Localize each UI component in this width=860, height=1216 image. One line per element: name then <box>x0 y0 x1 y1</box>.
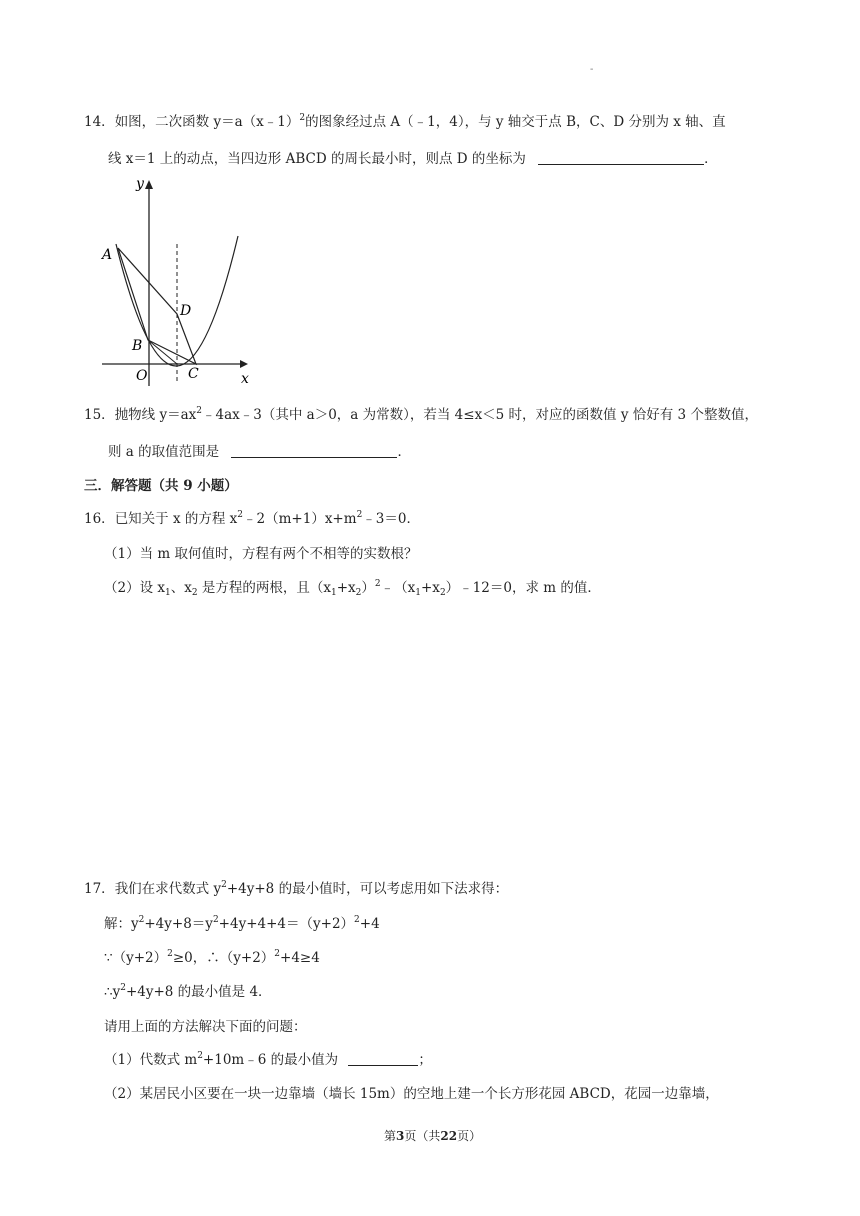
q17-solution-line1 <box>104 912 380 932</box>
footer-text-a: 第 <box>384 1129 397 1143</box>
q15-line1-exp: 2 <box>196 406 203 416</box>
q15-line2-end: ． <box>397 444 411 460</box>
q16-part2-a: （2）设 x <box>104 580 165 596</box>
q16-stem <box>84 507 420 527</box>
q15-answer-blank[interactable] <box>231 443 397 458</box>
label-d: D <box>180 303 192 319</box>
q14-func: y＝a（x﹣1） <box>213 114 300 130</box>
q17-solution-line2 <box>104 946 320 966</box>
footer-text-b: 页（共 <box>404 1129 441 1143</box>
q17-answer-blank[interactable] <box>348 1051 418 1066</box>
q15-line1-b: ﹣4ax﹣3（其中 a＞0，a 为常数），若当 4≤x＜5 时，对应的函数值 y 恰好有 3 个整数值， <box>202 407 758 423</box>
q17-sol2-c: +4≥4 <box>280 950 320 966</box>
q14-line2-text: 线 x＝1 上的动点，当四边形 ABCD 的周长最小时，则点 D 的坐标为 <box>108 151 526 167</box>
q17-p1-e: 2 <box>197 1051 203 1061</box>
q16-part2-g: +x <box>421 580 440 596</box>
q16-part2 <box>104 576 601 596</box>
q17-sol3-b: +4y+8 的最小值是 4． <box>125 984 272 1000</box>
footer-text-c: 页） <box>457 1129 482 1143</box>
q17-number: 17． <box>84 881 115 897</box>
q17-p1-end: ； <box>418 1052 432 1068</box>
q17-sol1-e2: 2 <box>212 915 219 925</box>
q16-part2-s1: 1 <box>165 588 171 598</box>
q15-line2-text: 则 a 的取值范围是 <box>108 444 220 460</box>
q17-intro-a: 我们在求代数式 y <box>114 881 222 897</box>
q14-line2 <box>108 147 718 167</box>
q14-line2-end: ． <box>704 151 718 167</box>
q17-intro-exp: 2 <box>221 880 227 890</box>
q16-part2-e: ） <box>361 580 375 596</box>
q17-sol1-e3: 2 <box>354 915 360 925</box>
q16-part2-d: +x <box>336 580 356 596</box>
q17-sol3-e: 2 <box>120 983 126 993</box>
q15-line1 <box>84 403 758 423</box>
q17-sol1-a: 解：y <box>104 916 139 932</box>
footer-total-pages: 22 <box>440 1129 458 1143</box>
q15-number: 15． <box>84 407 115 423</box>
label-b: B <box>132 338 143 354</box>
label-a: A <box>102 247 113 263</box>
q17-intro <box>84 877 508 897</box>
q17-intro-b: +4y+8 的最小值时，可以考虑用如下法求得： <box>226 881 509 897</box>
q16-stem-exp1: 2 <box>237 510 244 520</box>
q17-sol2-a: ∵（y+2） <box>104 950 168 966</box>
label-x: x <box>241 371 249 387</box>
q16-stem-exp2: 2 <box>356 510 363 520</box>
q16-part2-s6: 2 <box>439 588 446 598</box>
q17-sol1-e1: 2 <box>138 915 145 925</box>
q17-sol2-e1: 2 <box>167 949 173 959</box>
q17-sol2-b: ≥0，∴（y+2） <box>172 950 275 966</box>
q16-number: 16． <box>84 511 115 527</box>
header-mark: - <box>590 64 594 75</box>
q17-sol1-b: +4y+8＝y <box>144 916 213 932</box>
q16-part2-exp: 2 <box>374 579 381 589</box>
x-axis-arrow <box>240 360 248 368</box>
q17-part2: （2）某居民小区要在一块一边靠墙（墙长 15m）的空地上建一个长方形花园 ABCD，花园一边靠墙， <box>104 1086 719 1102</box>
q14-line1-mid: 的图象经过点 A（﹣1，4），与 y 轴交于点 B，C、D 分别为 x 轴、直 <box>305 114 726 130</box>
q16-stem-c: ﹣3＝0． <box>362 511 420 527</box>
q17-sol3-a: ∴y <box>104 984 121 1000</box>
q16-part2-c: 是方程的两根，且（x <box>197 580 331 596</box>
q16-part2-s3: 1 <box>331 588 337 598</box>
q14-answer-blank[interactable] <box>538 150 704 165</box>
q16-part2-s4: 2 <box>355 588 362 598</box>
q17-p1-a: （1）代数式 m <box>104 1052 198 1068</box>
q15-line1-a: 抛物线 y＝ax <box>114 407 197 423</box>
q17-sol2-e2: 2 <box>274 949 281 959</box>
q17-sol1-c: +4y+4+4＝（y+2） <box>218 916 355 932</box>
q14-func-exp: 2 <box>299 113 306 123</box>
q14-figure <box>96 172 266 394</box>
q14-line1-pre: 如图，二次函数 <box>114 114 214 130</box>
q16-part2-f: ﹣（x <box>380 580 416 596</box>
q17-solution-line3 <box>104 980 272 1000</box>
q16-stem-a: 已知关于 x 的方程 x <box>114 511 238 527</box>
q16-part2-h: ）﹣12＝0，求 m 的值． <box>445 580 601 596</box>
section-3-title: 三．解答题（共 9 小题） <box>84 478 238 494</box>
q15-line2 <box>108 440 411 460</box>
q16-part2-s5: 1 <box>415 588 421 598</box>
footer-page-number: 3 <box>396 1129 405 1143</box>
q16-part1: （1）当 m 取何值时，方程有两个不相等的实数根？ <box>104 546 418 562</box>
q14-number: 14． <box>84 114 115 130</box>
q16-part2-s2: 2 <box>191 588 198 598</box>
q16-stem-b: ﹣2（m+1）x+m <box>243 511 357 527</box>
q17-sol1-d: +4 <box>359 916 380 932</box>
q16-part2-b: 、x <box>170 580 192 596</box>
label-y: y <box>136 176 144 192</box>
label-o: O <box>136 368 148 384</box>
q17-p1-b: +10m﹣6 的最小值为 <box>202 1052 339 1068</box>
q17-prompt: 请用上面的方法解决下面的问题： <box>104 1019 307 1035</box>
q14-line1 <box>84 110 726 130</box>
page-footer <box>384 1127 481 1144</box>
y-axis-arrow <box>145 180 153 189</box>
label-c: C <box>188 366 199 382</box>
q17-part1 <box>104 1048 432 1068</box>
